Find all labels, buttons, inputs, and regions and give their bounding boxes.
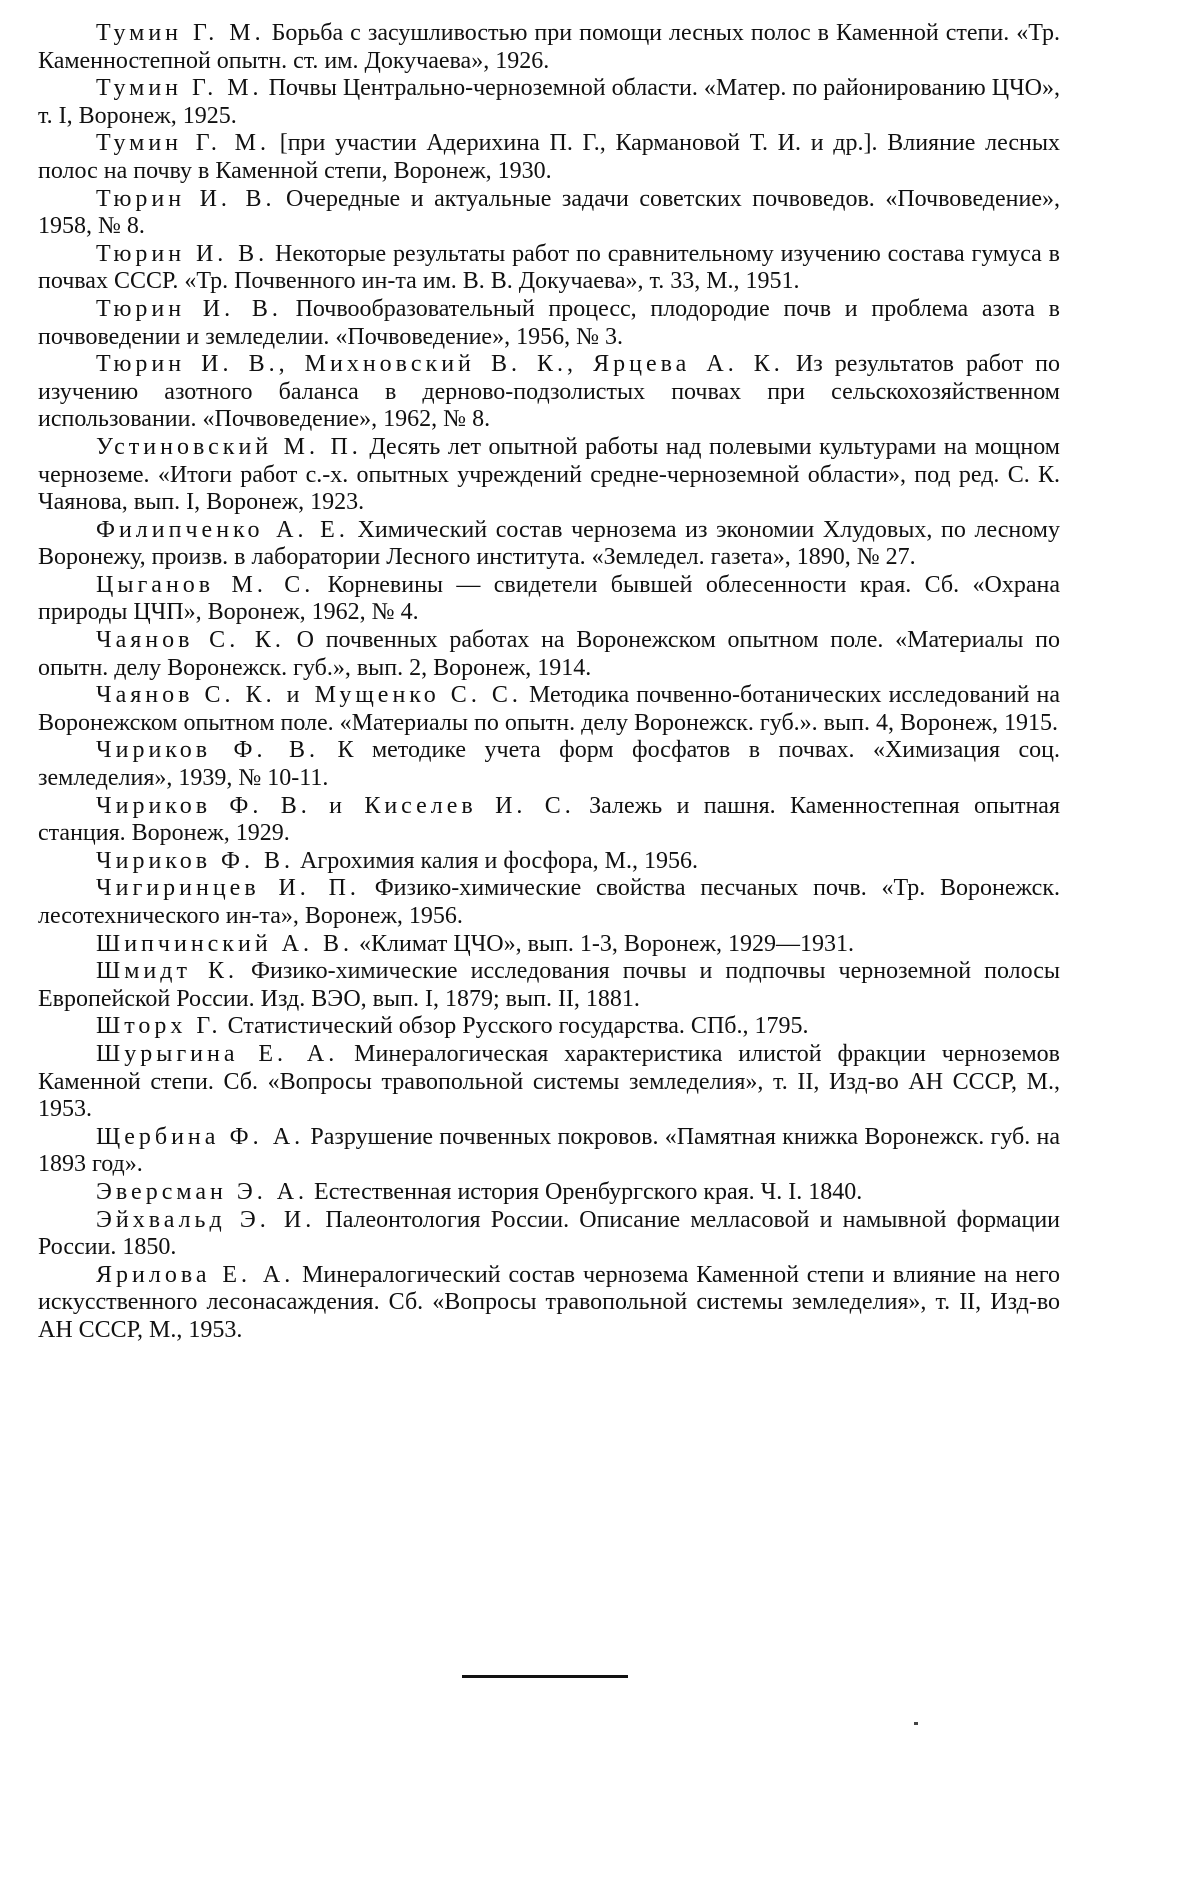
- reference-author: Чигиринцев И. П.: [96, 875, 360, 902]
- reference-text: О почвенных работах на Воронежском опытном поле. «Материалы по опытн. делу Воронежск. губ.», вып. 2, Воронеж, 1914.: [38, 627, 1060, 681]
- reference-author: Устиновский М. П.: [96, 433, 362, 460]
- reference-text: Залежь и пашня. Каменностепная опытная станция. Воронеж, 1929.: [38, 792, 1060, 847]
- stray-mark: [914, 1722, 918, 1725]
- reference-entry: [38, 572, 1060, 627]
- reference-entry: [38, 958, 1060, 1013]
- reference-text: Естественная история Оренбургского края. Ч. I. 1840.: [308, 1178, 863, 1205]
- reference-entry: [38, 1262, 1060, 1345]
- reference-text: «Климат ЦЧО», вып. 1-3, Воронеж, 1929—1931.: [353, 930, 855, 957]
- reference-entry: [38, 931, 1060, 959]
- reference-entry: [38, 1124, 1060, 1179]
- reference-entry: [38, 737, 1060, 792]
- reference-author: Тюрин И. В.: [96, 240, 269, 267]
- reference-author: Эйхвальд Э. И.: [96, 1206, 316, 1233]
- reference-entry: [38, 682, 1060, 737]
- reference-author: Тумин Г. М.: [96, 20, 265, 46]
- reference-text: Агрохимия калия и фосфора, М., 1956.: [294, 847, 699, 874]
- reference-author: Тюрин И. В.: [96, 295, 282, 322]
- reference-author: Чириков Ф. В. и Киселев И. С.: [96, 792, 575, 819]
- reference-text: Минералогический состав чернозема Каменной степи и влияние на него искусственного лесонасаждения. Сб. «Вопросы травопольной системы земледелия», т. II, Изд-во АН СССР, М., 1953.: [38, 1261, 1061, 1343]
- reference-entry: [38, 517, 1060, 572]
- reference-entry: [38, 351, 1060, 434]
- reference-text: Разрушение почвенных покровов. «Памятная книжка Воронежск. губ. на 1893 год».: [38, 1123, 1060, 1178]
- reference-entry: [38, 627, 1060, 682]
- reference-text: Физико-химические исследования почвы и подпочвы черноземной полосы Европейской России. Изд. ВЭО, вып. I, 1879; вып. II, 1881.: [38, 958, 1060, 1012]
- reference-entry: [38, 1179, 1060, 1207]
- reference-entry: [38, 848, 1060, 876]
- reference-author: Тюрин И. В.: [96, 185, 276, 212]
- reference-author: Шмидт К.: [96, 958, 238, 985]
- reference-text: Некоторые результаты работ по сравнительному изучению состава гумуса в почвах СССР. «Тр. Почвенного ин-та им. В. В. Докучаева», т. 33, М., 1951.: [38, 240, 1061, 295]
- reference-author: Щербина Ф. А.: [96, 1123, 305, 1150]
- reference-author: Филипченко А. Е.: [96, 516, 349, 543]
- reference-entry: [38, 241, 1060, 296]
- reference-text: Методика почвенно-ботанических исследований на Воронежском опытном поле. «Материалы по опытн. делу Воронежск. губ.». вып. 4, Воронеж, 1915.: [38, 682, 1061, 736]
- reference-text: Статистический обзор Русского государства. СПб., 1795.: [221, 1013, 809, 1040]
- reference-list: [38, 20, 1060, 1345]
- reference-author: Тюрин И. В., Михновский В. К., Ярцева А. К.: [96, 351, 784, 378]
- reference-author: Тумин Г. М.: [96, 75, 263, 102]
- reference-entry: [38, 296, 1060, 351]
- reference-text: Борьба с засушливостью при помощи лесных полос в Каменной степи. «Тр. Каменностепной опытн. ст. им. Докучаева», 1926.: [38, 20, 1060, 74]
- reference-entry: [38, 75, 1060, 130]
- reference-text: Почвы Центрально-черноземной области. «Матер. по районированию ЦЧО», т. I, Воронеж, 1925.: [38, 75, 1061, 129]
- reference-author: Шурыгина Е. А.: [96, 1040, 339, 1067]
- reference-entry: [38, 186, 1060, 241]
- reference-author: Шторх Г.: [96, 1013, 222, 1040]
- reference-text: Палеонтология России. Описание мелласовой и намывной формации России. 1850.: [38, 1206, 1061, 1261]
- reference-author: Ярилова Е. А.: [96, 1261, 295, 1288]
- reference-text: Минералогическая характеристика илистой фракции черноземов Каменной степи. Сб. «Вопросы травопольной системы земледелия», т. II, Изд-во АН СССР, М., 1953.: [38, 1040, 1060, 1123]
- reference-entry: [38, 875, 1060, 930]
- reference-text: [при участии Адерихина П. Г., Кармановой Т. И. и др.]. Влияние лесных полос на почву в Каменной степи, Воронеж, 1930.: [38, 130, 1061, 184]
- reference-author: Чаянов С. К.: [96, 627, 285, 654]
- reference-text: К методике учета форм фосфатов в почвах. «Химизация соц. земледелия», 1939, № 10-11.: [38, 737, 1060, 792]
- reference-author: Чириков Ф. В.: [96, 847, 295, 874]
- reference-entry: [38, 793, 1060, 848]
- reference-text: Химический состав чернозема из экономии Хлудовых, по лесному Воронежу, произв. в лаборатории Лесного института. «Земледел. газета», 1890, № 27.: [38, 516, 1060, 571]
- reference-entry: [38, 1207, 1060, 1262]
- reference-text: Из результатов работ по изучению азотного баланса в дерново-подзолистых почвах при сельскохозяйственном использовании. «Почвоведение», 1962, № 8.: [38, 351, 1060, 433]
- reference-author: Эверсман Э. А.: [96, 1178, 309, 1205]
- reference-author: Шипчинский А. В.: [96, 930, 353, 957]
- reference-text: Корневины — свидетели бывшей облесенности края. Сб. «Охрана природы ЦЧП», Воронеж, 1962, № 4.: [38, 571, 1060, 626]
- reference-entry: [38, 1013, 1060, 1041]
- reference-text: Почвообразовательный процесс, плодородие почв и проблема азота в почвоведении и земледелии. «Почвоведение», 1956, № 3.: [38, 295, 1061, 350]
- reference-entry: [38, 434, 1060, 517]
- reference-text: Очередные и актуальные задачи советских почвоведов. «Почвоведение», 1958, № 8.: [38, 185, 1061, 240]
- end-rule: [462, 1675, 628, 1678]
- reference-entry: [38, 20, 1060, 75]
- reference-author: Чаянов С. К. и Мущенко С. С.: [96, 682, 522, 709]
- reference-author: Чириков Ф. В.: [96, 737, 319, 764]
- reference-author: Тумин Г. М.: [96, 130, 270, 157]
- reference-text: Десять лет опытной работы над полевыми культурами на мощном черноземе. «Итоги работ с.-х. опытных учреждений средне-черноземной области», под ред. С. К. Чаянова, вып. I, Воронеж, 1923.: [38, 433, 1060, 516]
- reference-author: Цыганов М. С.: [96, 571, 315, 598]
- reference-entry: [38, 130, 1060, 185]
- reference-entry: [38, 1041, 1060, 1124]
- reference-text: Физико-химические свойства песчаных почв. «Тр. Воронежск. лесотехнического ин-та», Воронеж, 1956.: [38, 875, 1060, 929]
